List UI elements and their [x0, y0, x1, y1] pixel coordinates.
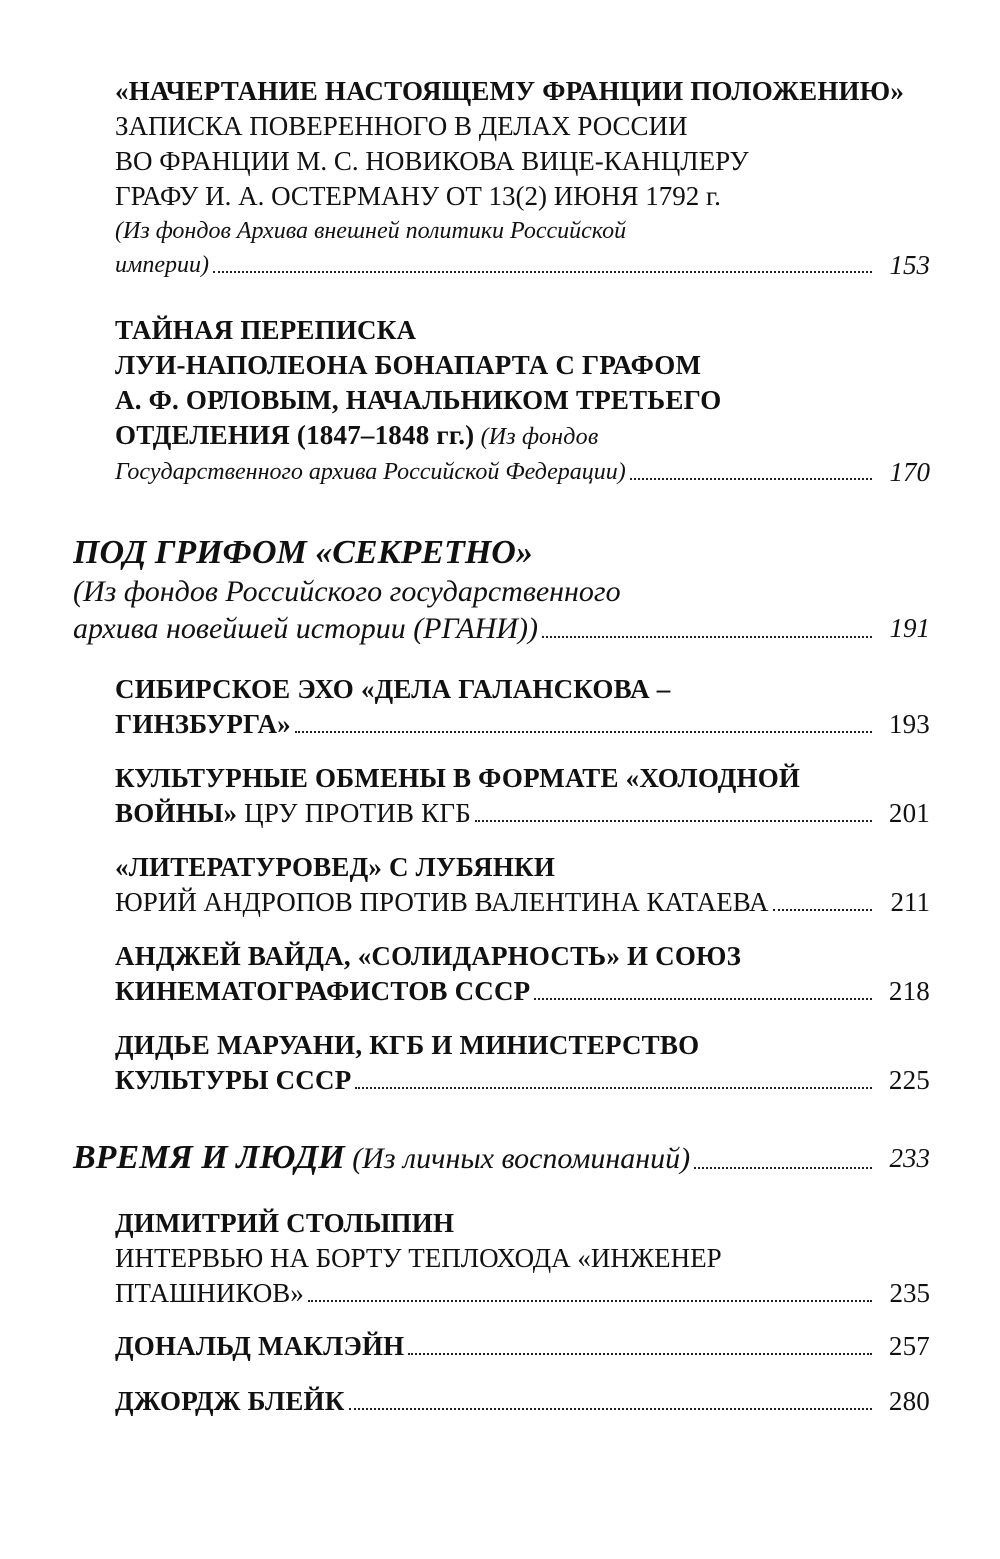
entry-last-line [115, 1329, 930, 1364]
entry-last-line [115, 248, 930, 282]
toc-entry [115, 850, 930, 920]
entry-source-note-end: империи) [115, 252, 209, 278]
dot-leader [694, 1167, 872, 1169]
entry-title-end: ДЖОРДЖ БЛЕЙК [115, 1386, 345, 1416]
entry-last-line [115, 1063, 930, 1098]
dot-leader [773, 909, 872, 911]
page-number: 193 [888, 709, 930, 739]
entry-subtitle-end: ПТАШНИКОВ» [115, 1278, 304, 1308]
entry-title-line: «ЛИТЕРАТУРОВЕД» С ЛУБЯНКИ [115, 852, 556, 882]
entry-subtitle-line: ИНТЕРВЬЮ НА БОРТУ ТЕПЛОХОДА «ИНЖЕНЕР [115, 1243, 722, 1273]
entry-subtitle-line: ГРАФУ И. А. ОСТЕРМАНУ ОТ 13(2) ИЮНЯ 1792 г. [115, 181, 721, 211]
toc-entry [115, 1028, 930, 1098]
page-number: 225 [888, 1065, 930, 1095]
dot-leader [630, 478, 872, 480]
page-number: 257 [888, 1331, 930, 1361]
toc-entry [115, 74, 930, 282]
entry-title-line [115, 418, 930, 455]
entry-subtitle-end: ЮРИЙ АНДРОПОВ ПРОТИВ ВАЛЕНТИНА КАТАЕВА [115, 887, 769, 917]
dot-leader [349, 1408, 872, 1410]
entry-title-segment: ОТДЕЛЕНИЯ (1847–1848 гг.) [115, 420, 475, 450]
section-heading [73, 1138, 690, 1178]
entry-last-line [115, 707, 930, 742]
toc-entry [115, 1329, 930, 1364]
dot-leader [408, 1353, 872, 1355]
entry-subtitle-line: ВО ФРАНЦИИ М. С. НОВИКОВА ВИЦЕ-КАНЦЛЕРУ [115, 146, 749, 176]
entry-last-line [115, 1276, 930, 1311]
dot-leader [295, 731, 872, 733]
entry-title-segment: ВОЙНЫ» [115, 798, 238, 828]
page-number: 211 [890, 887, 930, 917]
page-number: 170 [889, 457, 930, 487]
entry-source-note: (Из фондов Архива внешней политики Российской [115, 218, 627, 244]
entry-title-line: КУЛЬТУРНЫЕ ОБМЕНЫ В ФОРМАТЕ «ХОЛОДНОЙ [115, 763, 801, 793]
entry-last-line [115, 885, 930, 920]
dot-leader [213, 271, 872, 273]
toc-entry [115, 761, 930, 831]
entry-source-note: (Из фондов [474, 424, 599, 450]
entry-title-line: АНДЖЕЙ ВАЙДА, «СОЛИДАРНОСТЬ» И СОЮЗ [115, 941, 742, 971]
entry-last-line [115, 1384, 930, 1419]
entry-title-line: СИБИРСКОЕ ЭХО «ДЕЛА ГАЛАНСКОВА – [115, 674, 671, 704]
entry-title-line: ДИДЬЕ МАРУАНИ, КГБ И МИНИСТЕРСТВО [115, 1030, 700, 1060]
page-number: 233 [889, 1143, 930, 1173]
section-source-note: (Из личных воспоминаний) [344, 1142, 691, 1175]
page-number: 201 [888, 798, 930, 828]
entry-title-end: КУЛЬТУРЫ СССР [115, 1065, 352, 1095]
page-number: 191 [889, 613, 930, 643]
entry-title-line: ТАЙНАЯ ПЕРЕПИСКА [115, 315, 417, 345]
toc-section [73, 1138, 930, 1178]
section-last-line [73, 1138, 930, 1178]
entry-title-end: ДОНАЛЬД МАКЛЭЙН [115, 1331, 405, 1361]
entry-title-end: КИНЕМАТОГРАФИСТОВ СССР [115, 976, 531, 1006]
toc-entry [115, 1384, 930, 1419]
section-last-line [73, 610, 930, 647]
section-source-note-end: архива новейшей истории (РГАНИ)) [73, 612, 538, 645]
entry-source-note-end: Государственного архива Российской Федерации) [115, 459, 626, 485]
toc-entry [115, 672, 930, 742]
toc-entry [115, 313, 930, 489]
page-number: 280 [888, 1386, 930, 1416]
section-source-note: (Из фондов Российского государственного [73, 575, 621, 608]
toc-section [73, 533, 930, 647]
entry-title-line: А. Ф. ОРЛОВЫМ, НАЧАЛЬНИКОМ ТРЕТЬЕГО [115, 385, 722, 415]
entry-title-line: ЛУИ-НАПОЛЕОНА БОНАПАРТА С ГРАФОМ [115, 350, 702, 380]
toc-entry [115, 1206, 930, 1311]
dot-leader [308, 1300, 872, 1302]
section-title: ВРЕМЯ И ЛЮДИ [73, 1139, 345, 1176]
entry-last-line [115, 455, 930, 489]
entry-title-line: «НАЧЕРТАНИЕ НАСТОЯЩЕМУ ФРАНЦИИ ПОЛОЖЕНИЮ» [115, 76, 905, 106]
dot-leader [355, 1087, 872, 1089]
toc-entry [115, 939, 930, 1009]
entry-title-line: ДИМИТРИЙ СТОЛЫПИН [115, 1208, 455, 1238]
entry-title-end [115, 796, 471, 831]
entry-title-end: ГИНЗБУРГА» [115, 709, 291, 739]
page-number: 153 [889, 250, 930, 280]
dot-leader [542, 636, 872, 638]
entry-last-line [115, 796, 930, 831]
section-title: ПОД ГРИФОМ «СЕКРЕТНО» [73, 534, 533, 571]
entry-last-line [115, 974, 930, 1009]
dot-leader [475, 820, 872, 822]
page-number: 235 [889, 1278, 930, 1308]
entry-subtitle-line: ЗАПИСКА ПОВЕРЕННОГО В ДЕЛАХ РОССИИ [115, 111, 688, 141]
page-number: 218 [888, 976, 930, 1006]
entry-subtitle-segment: ЦРУ ПРОТИВ КГБ [237, 798, 471, 828]
dot-leader [534, 998, 872, 1000]
